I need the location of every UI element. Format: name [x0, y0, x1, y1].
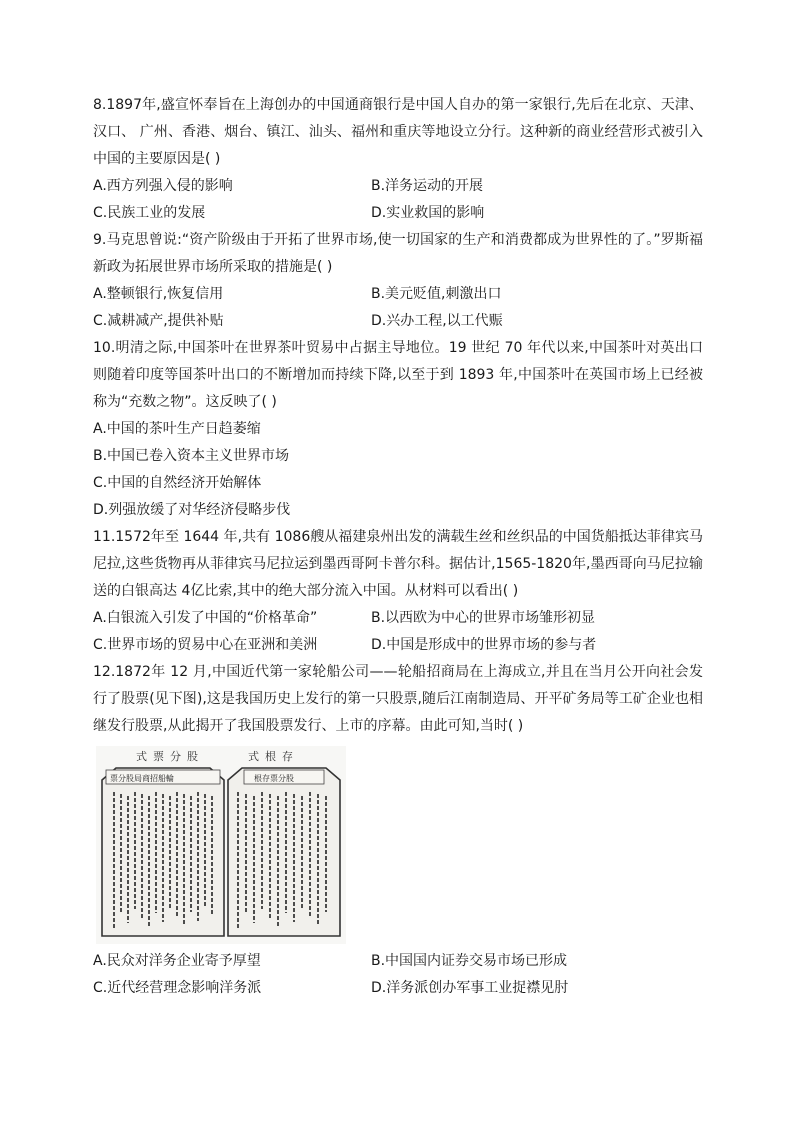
- question-list: [93, 92, 703, 1002]
- option-d[interactable]: D.中国是形成中的世界市场的参与者: [371, 637, 597, 653]
- answer-options: [93, 281, 703, 335]
- option-a[interactable]: A.民众对洋务企业寄予厚望: [93, 953, 261, 969]
- left-heading: 式票分股: [136, 750, 204, 763]
- option-d[interactable]: D.列强放缓了对华经济侵略步伐: [93, 502, 291, 518]
- left-title: 票分股局商招船輪: [110, 774, 174, 783]
- right-title: 根存票分股: [254, 774, 294, 783]
- question-stem: 12.1872年 12 月,中国近代第一家轮船公司——轮船招商局在上海成立,并且在当月公开向社会发行了股票(见下图),这是我国历史上发行的第一只股票,随后江南制造局、开平矿务局等工矿企业也相继发行股票,从此揭开了我国股票发行、上市的序幕。由此可知,当时( ): [93, 664, 703, 734]
- stock-certificate-left: [102, 768, 224, 936]
- option-d[interactable]: D.兴办工程,以工代赈: [371, 313, 503, 329]
- option-a[interactable]: A.整顿银行,恢复信用: [93, 286, 224, 302]
- question-11: [93, 524, 703, 659]
- option-c[interactable]: C.减耕减产,提供补贴: [93, 313, 224, 329]
- option-b[interactable]: B.以西欧为中心的世界市场雏形初显: [371, 610, 596, 626]
- answer-options: [93, 948, 703, 1002]
- option-a[interactable]: A.中国的茶叶生产日趋萎缩: [93, 421, 261, 437]
- right-heading: 式根存: [248, 750, 299, 763]
- option-b[interactable]: B.洋务运动的开展: [371, 178, 484, 194]
- stock-certificate-image: [96, 746, 346, 944]
- answer-options: [93, 173, 703, 227]
- answer-options: [93, 416, 703, 524]
- option-a[interactable]: A.白银流入引发了中国的“价格革命”: [93, 610, 318, 626]
- option-d[interactable]: D.洋务派创办军事工业捉襟见肘: [371, 980, 569, 996]
- option-d[interactable]: D.实业救国的影响: [371, 205, 485, 221]
- option-c[interactable]: C.近代经营理念影响洋务派: [93, 980, 262, 996]
- question-8: [93, 92, 703, 227]
- option-c[interactable]: C.中国的自然经济开始解体: [93, 475, 262, 491]
- stock-certificate-stub: [228, 768, 340, 936]
- option-c[interactable]: C.民族工业的发展: [93, 205, 206, 221]
- option-a[interactable]: A.西方列强入侵的影响: [93, 178, 233, 194]
- question-10: [93, 335, 703, 524]
- option-b[interactable]: B.中国已卷入资本主义世界市场: [93, 448, 290, 464]
- option-b[interactable]: B.中国国内证券交易市场已形成: [371, 953, 568, 969]
- question-stem: 8.1897年,盛宣怀奉旨在上海创办的中国通商银行是中国人自办的第一家银行,先后在北京、天津、汉口、 广州、香港、烟台、镇江、汕头、福州和重庆等地设立分行。这种新的商业经营形式被引入中国的主要原因是( ): [93, 97, 703, 167]
- answer-options: [93, 605, 703, 659]
- question-9: [93, 227, 703, 335]
- option-b[interactable]: B.美元贬值,刺激出口: [371, 286, 502, 302]
- question-12: [93, 659, 703, 1002]
- question-stem: 11.1572年至 1644 年,共有 1086艘从福建泉州出发的满载生丝和丝织品的中国货船抵达菲律宾马尼拉,这些货物再从菲律宾马尼拉运到墨西哥阿卡普尔科。据估计,1565-1820年,墨西哥向马尼拉输送的白银高达 4亿比索,其中的绝大部分流入中国。从材料可以看出( ): [93, 529, 703, 599]
- question-stem: 9.马克思曾说:“资产阶级由于开拓了世界市场,使一切国家的生产和消费都成为世界性的了。”罗斯福新政为拓展世界市场所采取的措施是( ): [93, 232, 703, 275]
- option-c[interactable]: C.世界市场的贸易中心在亚洲和美洲: [93, 637, 318, 653]
- question-stem: 10.明清之际,中国茶叶在世界茶叶贸易中占据主导地位。19 世纪 70 年代以来,中国茶叶对英出口则随着印度等国茶叶出口的不断增加而持续下降,以至于到 1893 年,中国茶叶在英国市场上已经被称为“充数之物”。这反映了( ): [93, 340, 703, 410]
